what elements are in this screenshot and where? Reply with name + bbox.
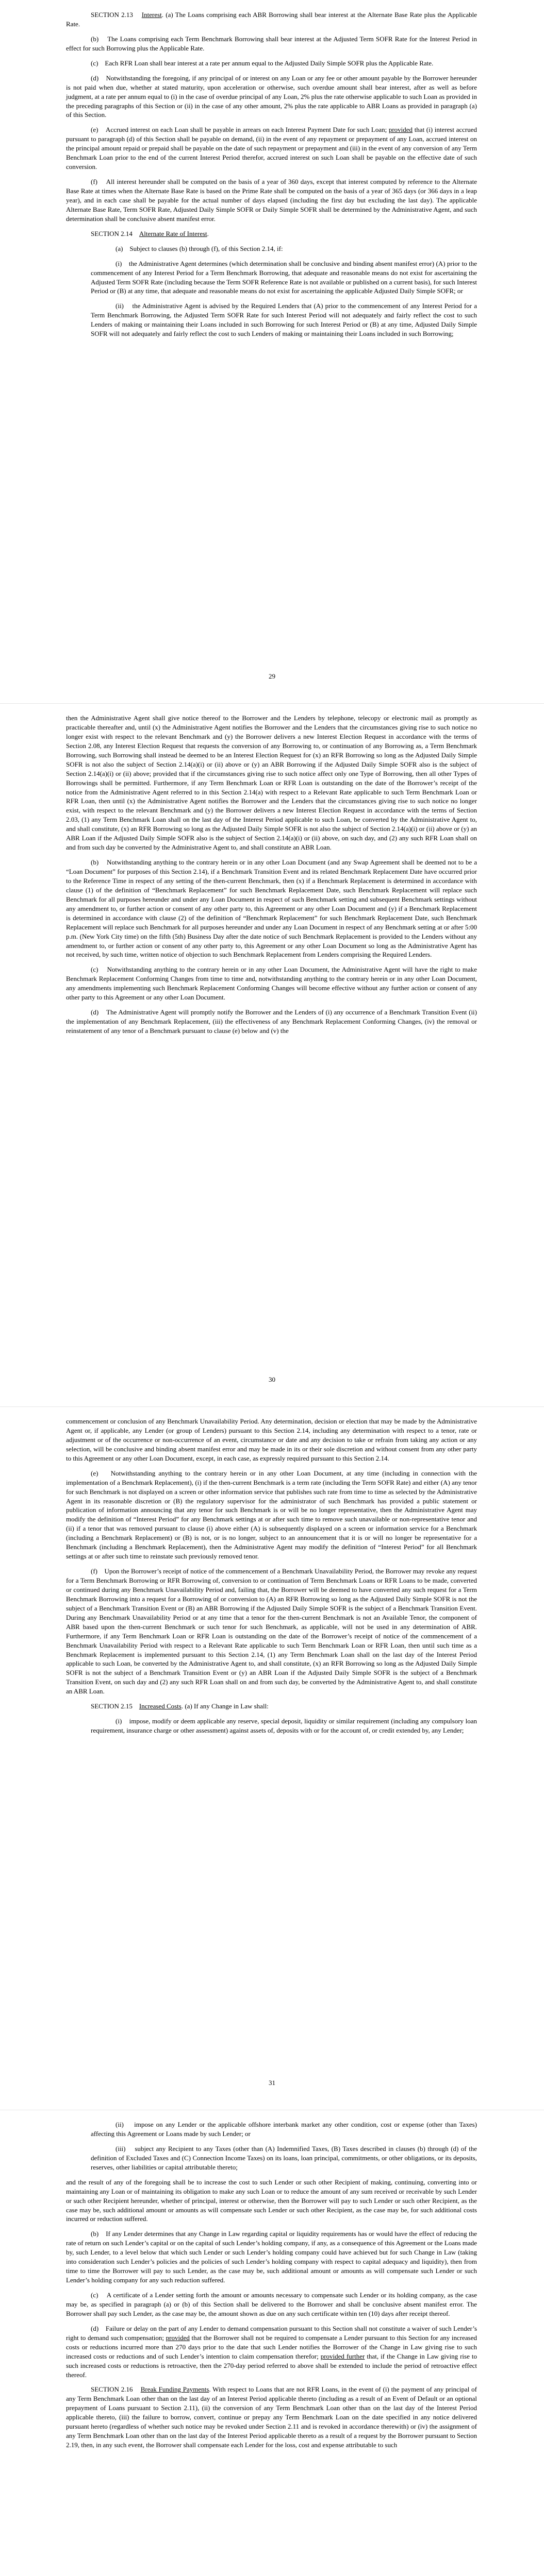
paragraph [66,177,477,224]
paragraph [66,125,477,172]
text-run: (b) Notwithstanding anything to the contrary herein or in any other Loan Document (and any Swap Agreement shall be deemed not to be a “Loan Document” for purposes of this Section 2.14), if a Benchmark Transition Event and its related Benchmark Replacement Date have occurred prior to the Reference Time in respect of any setting of the then-current Benchmark, then (x) if a Benchmark Replacement is determined in accordance with clause (1) of the definition of “Benchmark Replacement” for such Benchmark Replacement Date, such Benchmark Replacement will replace such Benchmark for all purposes hereunder and under any Loan Document in respect of such Benchmark setting and subsequent Benchmark settings without any amendment to, or further action or consent of any other party to, this Agreement or any other Loan Document and (y) if a Benchmark Replacement is determined in accordance with clause (2) of the definition of “Benchmark Replacement” for such Benchmark Replacement Date, such Benchmark Replacement will replace such Benchmark for all purposes hereunder and under any Loan Document in respect of any Benchmark setting at or after 5:00 p.m. (New York City time) on the fifth (5th) Business Day after the date notice of such Benchmark Replacement is provided to the Lenders without any amendment to, or further action or consent of any other party to, this Agreement or any other Loan Document so long as the Administrative Agent has not received, by such time, written notice of objection to such Benchmark Replacement from Lenders comprising the Required Lenders. [66,858,477,959]
paragraph [66,244,477,253]
text-run: that, if the Change in Law giving rise to such increased costs or reductions is retroactive, then the 270-day period referred to above shall be extended to include the period of retroactive effect thereof. [66,2352,477,2379]
paragraph [66,714,477,852]
text-run: (f) Upon the Borrower’s receipt of notice of the commencement of a Benchmark Unavailability Period, the Borrower may revoke any request for a Term Benchmark Borrowing or RFR Borrowing of, conversion to or continuation of Term Benchmark Loans or RFR Loans to be made, converted or continued during any Benchmark Unavailability Period and, failing that, the Borrower will be deemed to have converted any such request for a Term Benchmark Borrowing into a request for a Borrowing of or conversion to (A) an RFR Borrowing so long as the Adjusted Daily Simple SOFR is not the subject of a Benchmark Transition Event or (B) an ABR Borrowing if the Adjusted Daily Simple SOFR is the subject of a Benchmark Transition Event. During any Benchmark Unavailability Period or at any time that a tenor for the then-current Benchmark is not an Available Tenor, the component of ABR based upon the then-current Benchmark or such tenor for such Benchmark, as applicable, will not be used in any determination of ABR. Furthermore, if any Term Benchmark Loan or RFR Loan is outstanding on the date of the Borrower’s receipt of notice of the commencement of a Benchmark Unavailability Period with respect to a Relevant Rate applicable to such Term Benchmark Loan or RFR Loan, then until such time as a Benchmark Replacement is implemented pursuant to this Section 2.14, (1) any Term Benchmark Loan shall on the last day of the Interest Period applicable to such Loan, be converted by the Administrative Agent to, and shall constitute, (x) an RFR Borrowing so long as the Adjusted Daily Simple SOFR is not the subject of a Benchmark Transition Event or (y) an ABR Loan if the Adjusted Daily Simple SOFR is the subject of a Benchmark Transition Event, on such day and (2) any such RFR Loan shall on and from such day, be converted by the Administrative Agent to, and shall constitute an ABR Loan. [66,1567,477,1696]
document-page [0,10,544,703]
text-run: . [207,229,209,238]
paragraph [66,229,477,239]
document-page [0,2120,544,2576]
text-run: (e) Accrued interest on each Loan shall be payable in arrears on each Interest Payment Date for such Loan; [91,126,389,134]
text-run: . With respect to Loans that are not RFR Loans, in the event of (i) the payment of any principal of any Term Benchmark Loan other than on the last day of an Interest Period applicable thereto (including as a result of an Event of Default or an optional prepayment of Loans pursuant to Section 2.11), (ii) the conversion of any Term Benchmark Loan other than on the last day of the Interest Period applicable thereto, (iii) the failure to borrow, convert, continue or prepay any Term Benchmark Loan on the date specified in any notice delivered pursuant hereto (regardless of whether such notice may be revoked under Section 2.11 and is revoked in accordance therewith) or (iv) the assignment of any Term Benchmark Loan other than on the last day of the Interest Period applicable thereto as a result of a request by the Borrower pursuant to Section 2.19, then, in any such event, the Borrower shall compensate each Lender for the loss, cost and expense attributable to such [66,2385,477,2449]
paragraph [66,35,477,53]
text-run: and the result of any of the foregoing shall be to increase the cost to such Lender or such other Recipient of making, continuing, converting into or maintaining any Loan or of maintaining its obligation to make any such Loan or to reduce the amount of any sum received or receivable by such Lender or such other Recipient hereunder, whether of principal, interest or otherwise, then the Borrower will pay to such Lender or such other Recipient, as the case may be, such additional amount or amounts as will compensate such Lender or such other Recipient, as the case may be, for such additional costs incurred or reduction suffered. [66,2178,477,2223]
paragraph [66,858,477,959]
paragraph [66,2291,477,2318]
text-run: then the Administrative Agent shall give notice thereof to the Borrower and the Lenders by telephone, telecopy or electronic mail as promptly as practicable thereafter and, until (x) the Administrative Agent notifies the Borrower and the Lenders that the circumstances giving rise to such notice no longer exist with respect to the relevant Benchmark and (y) the Borrower delivers a new Interest Election Request in accordance with the terms of Section 2.08, any Interest Election Request that requests the conversion of any Borrowing to, or continuation of any Borrowing as, a Term Benchmark Borrowing, such Borrowing shall instead be deemed to be an Interest Election Request for (x) an RFR Borrowing so long as the Adjusted Daily Simple SOFR is not also the subject of Section 2.14(a)(i) or (ii) above or (y) an ABR Borrowing if the Adjusted Daily Simple SOFR also is the subject of Section 2.14(a)(i) or (ii) above; provided that if the circumstances giving rise to such notice affect only one Type of Borrowing, then all other Types of Borrowings shall be permitted. Furthermore, if any Term Benchmark Loan or RFR Loan is outstanding on the date of the Borrower’s receipt of the notice from the Administrative Agent referred to in this Section 2.14(a) with respect to a Relevant Rate applicable to such Term Benchmark Loan or RFR Loan, then until (x) the Administrative Agent notifies the Borrower and the Lenders that the circumstances giving rise to such notice no longer exist, with respect to the relevant Benchmark and (y) the Borrower delivers a new Interest Election Request in accordance with the terms of Section 2.03, (1) any Term Benchmark Loan shall on the last day of the Interest Period applicable to such Loan, be converted by the Administrative Agent to, and shall constitute, (x) an RFR Borrowing so long as the Adjusted Daily Simple SOFR is not also the subject of Section 2.14(a)(i) or (ii) above or (y) an ABR Loan if the Adjusted Daily Simple SOFR also is the subject of Section 2.14(a)(i) or (ii) above, on such day, and (2) any such RFR Loan shall on and from such day be converted by the Administrative Agent to, and shall constitute an ABR Loan. [66,714,477,852]
text-run: (e) Notwithstanding anything to the contrary herein or in any other Loan Document, at any time (including in connection with the implementation of a Benchmark Replacement), (i) if the then-current Benchmark is a term rate (including the Term SOFR Rate) and either (A) any tenor for such Benchmark is not displayed on a screen or other information service that publishes such rate from time to time as selected by the Administrative Agent in its reasonable discretion or (B) the regulatory supervisor for the administrator of such Benchmark has provided a public statement or publication of information announcing that any tenor for such Benchmark is or will be no longer representative, then the Administrative Agent may modify the definition of “Interest Period” for any Benchmark settings at or after such time to remove such unavailable or non-representative tenor and (ii) if a tenor that was removed pursuant to clause (i) above either (A) is subsequently displayed on a screen or information service for a Benchmark (including a Benchmark Replacement) or (B) is not, or is no longer, subject to an announcement that it is or will no longer be representative for a Benchmark (including a Benchmark Replacement), then the Administrative Agent may modify the definition of “Interest Period” for all Benchmark settings at or after such time to reinstate such previously removed tenor. [66,1469,477,1561]
paragraph [66,2229,477,2285]
text-run: (d) The Administrative Agent will promptly notify the Borrower and the Lenders of (i) any occurrence of a Benchmark Transition Event (ii) the implementation of any Benchmark Replacement, (iii) the effectiveness of any Benchmark Replacement Conforming Changes, (iv) the removal or reinstatement of any tenor of a Benchmark pursuant to clause (e) below and (v) the [66,1008,477,1035]
paragraph [66,10,477,29]
text-run: (c) A certificate of a Lender setting forth the amount or amounts necessary to compensate such Lender or its holding company, as the case may be, as specified in paragraph (a) or (b) of this Section shall be delivered to the Borrower and shall be conclusive absent manifest error. The Borrower shall pay such Lender, as the case may be, the amount shown as due on any such certificate within ten (10) days after receipt thereof. [66,2291,477,2317]
page-content [0,714,544,1036]
text-run: commencement or conclusion of any Benchmark Unavailability Period. Any determination, decision or election that may be made by the Administrative Agent or, if applicable, any Lender (or group of Lenders) pursuant to this Section 2.14, including any determination with respect to a tenor, rate or adjustment or of the occurrence or non-occurrence of an event, circumstance or date and any decision to take or refrain from taking any action or any selection, will be conclusive and binding absent manifest error and may be made in its or their sole discretion and without consent from any other party to this Agreement or any other Loan Document, except, in each case, as expressly required pursuant to this Section 2.14. [66,1417,477,1462]
paragraph [66,1567,477,1696]
paragraph [66,1469,477,1561]
underlined-term: Increased Costs [139,1702,182,1710]
document-page [0,714,544,1406]
text-run: (b) If any Lender determines that any Change in Law regarding capital or liquidity requirements has or would have the effect of reducing the rate of return on such Lender’s capital or on the capital of such Lender’s holding company, if any, as a consequence of this Agreement or the Loans made by, such Lender, to a level below that which such Lender or such Lender’s holding company could have achieved but for such Change in Law (taking into consideration such Lender’s policies and the policies of such Lender’s holding company with respect to capital adequacy and liquidity), then from time to time the Borrower will pay to such Lender, as the case may be, such additional amount or amounts as will compensate such Lender or such Lender’s holding company for any such reduction suffered. [66,2230,477,2284]
text-run: (c) Notwithstanding anything to the contrary herein or in any other Loan Document, the Administrative Agent will have the right to make Benchmark Replacement Conforming Changes from time to time and, notwithstanding anything to the contrary herein or in any other Loan Document, any amendments implementing such Benchmark Replacement Conforming Changes will become effective without any further action or consent of any other party to this Agreement or any other Loan Document. [66,965,477,1002]
page-number: 30 [269,1376,275,1383]
paragraph [66,301,477,338]
paragraph [66,2120,477,2139]
paragraph [66,2385,477,2450]
text-run: . (a) If any Change in Law shall: [181,1702,269,1710]
underlined-term: provided [166,2333,190,2342]
text-run: (i) impose, modify or deem applicable any reserve, special deposit, liquidity or similar requirement (including any compulsory loan requirement, insurance charge or other assessment) against assets of, deposits with or for the account of, or credit extended by, any Lender; [91,1717,477,1735]
paragraph [66,2324,477,2380]
paragraph [66,259,477,296]
page-content [0,1417,544,1735]
paragraph [66,1702,477,1711]
paragraph [66,2178,477,2224]
text-run: (c) Each RFR Loan shall bear interest at a rate per annum equal to the Adjusted Daily Simple SOFR plus the Applicable Rate. [91,59,434,67]
text-run: (d) Failure or delay on the part of any Lender to demand compensation pursuant to this Section shall not constitute a waiver of such Lender’s right to demand such compensation; [66,2324,477,2342]
text-run: SECTION 2.15 [91,1702,139,1710]
underlined-term: Alternate Rate of Interest [139,229,207,238]
page-content [0,10,544,338]
paragraph [66,1008,477,1036]
page-content [0,2120,544,2450]
text-run: (a) Subject to clauses (b) through (f), of this Section 2.14, if: [116,244,283,252]
text-run: (iii) subject any Recipient to any Taxes (other than (A) Indemnified Taxes, (B) Taxes described in clauses (b) through (d) of the definition of Excluded Taxes and (C) Connection Income Taxes) on its loans, loan principal, commitments, or other obligations, or its deposits, reserves, other liabilities or capital attributable thereto; [91,2144,477,2171]
underlined-term: provided [388,126,413,134]
text-run: that the Borrower shall not be required to compensate a Lender pursuant to this Section for any increased costs or reductions incurred more than 270 days prior to the date that such Lender notifies the Borrower of the Change in Law giving rise to such increased costs or reductions and of such Lender’s intention to claim compensation therefor; [66,2333,477,2360]
paragraph [66,965,477,1002]
text-run: . (a) The Loans comprising each ABR Borrowing shall bear interest at the Alternate Base Rate plus the Applicable Rate. [66,11,477,28]
page-separator [0,1406,544,1407]
text-run: (ii) impose on any Lender or the applicable offshore interbank market any other condition, cost or expense (other than Taxes) affecting this Agreement or Loans made by such Lender; or [91,2121,477,2138]
text-run: (b) The Loans comprising each Term Benchmark Borrowing shall bear interest at the Adjusted Term SOFR Rate for the Interest Period in effect for such Borrowing plus the Applicable Rate. [66,35,477,52]
document-page [0,1417,544,2110]
text-run: SECTION 2.13 [91,11,142,19]
page-number: 29 [269,672,275,680]
paragraph [66,59,477,68]
text-run: (ii) the Administrative Agent is advised by the Required Lenders that (A) prior to the commencement of any Interest Period for a Term Benchmark Borrowing, the Adjusted Term SOFR Rate for such Interest Period will not adequately and fairly reflect the cost to such Lenders of making or maintaining their Loans included in such Borrowing for such Interest Period or (B) at any time, Adjusted Daily Simple SOFR will not adequately and fairly reflect the cost to such Lenders of making or maintaining their Loans included in such Borrowing; [91,302,477,338]
paragraph [66,74,477,120]
underlined-term: Break Funding Payments [140,2385,209,2394]
text-run: (d) Notwithstanding the foregoing, if any principal of or interest on any Loan or any fee or other amount payable by the Borrower hereunder is not paid when due, whether at stated maturity, upon acceleration or otherwise, such overdue amount shall bear interest, after as well as before judgment, at a rate per annum equal to (i) in the case of overdue principal of any Loan, 2% plus the rate otherwise applicable to such Loan as provided in the preceding paragraphs of this Section or (ii) in the case of any other amount, 2% plus the rate applicable to ABR Loans as provided in paragraph (a) of this Section. [66,74,477,119]
underlined-term: provided further [320,2352,365,2360]
paragraph [66,1717,477,1735]
page-separator [0,703,544,704]
text-run: (i) the Administrative Agent determines (which determination shall be conclusive and binding absent manifest error) (A) prior to the commencement of any Interest Period for a Term Benchmark Borrowing, that adequate and reasonable means do not exist for ascertaining the Adjusted Term SOFR Rate (including because the Term SOFR Reference Rate is not available or published on a current basis), for such Interest Period or (B) at any time, that adequate and reasonable means do not exist for ascertaining the applicable Adjusted Daily Simple SOFR; or [91,259,477,295]
text-run: that (i) interest accrued pursuant to paragraph (d) of this Section shall be payable on demand, (ii) in the event of any repayment or prepayment of any Loan, accrued interest on the principal amount repaid or prepaid shall be payable on the date of such repayment or prepayment and (iii) in the event of any conversion of any Term Benchmark Loan prior to the end of the current Interest Period therefor, accrued interest on such Loan shall be payable on the effective date of such conversion. [66,126,477,171]
paragraph [66,2144,477,2172]
text-run: SECTION 2.16 [91,2385,141,2394]
text-run: SECTION 2.14 [91,229,139,238]
text-run: (f) All interest hereunder shall be computed on the basis of a year of 360 days, except that interest computed by reference to the Alternate Base Rate at times when the Alternate Base Rate is based on the Prime Rate shall be computed on the basis of a year of 365 days (or 366 days in a leap year), and in each case shall be payable for the actual number of days elapsed (including the first day but excluding the last day). The applicable Alternate Base Rate, Term SOFR Rate, Adjusted Daily Simple SOFR or Daily Simple SOFR shall be determined by the Administrative Agent, and such determination shall be conclusive absent manifest error. [66,178,477,223]
underlined-term: Interest [141,11,162,19]
page-number: 31 [269,2079,275,2087]
paragraph [66,1417,477,1463]
